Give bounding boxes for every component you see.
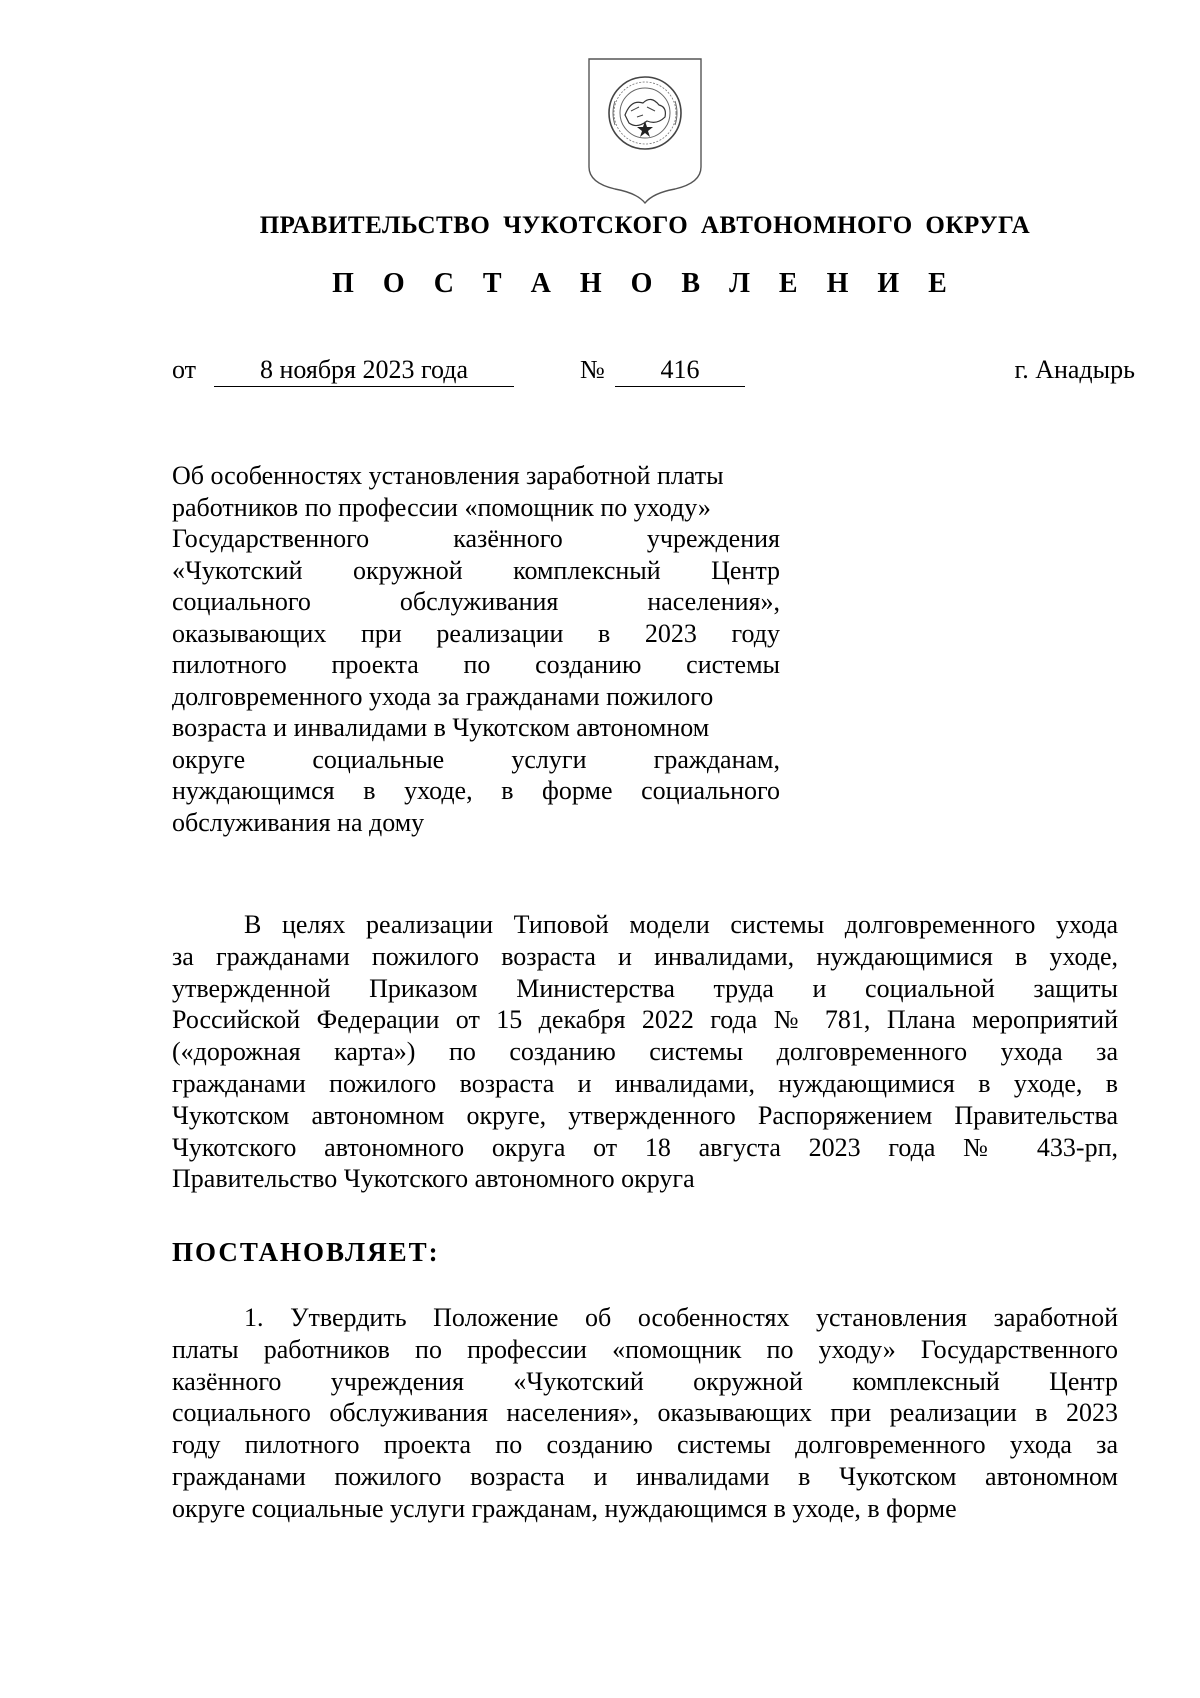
preamble-line: Правительство Чукотского автономного округа [172,1164,695,1194]
document-date: 8 ноября 2023 года [214,354,514,387]
paragraph-1 [172,1302,1118,1525]
preamble-paragraph [172,909,1118,1195]
subject-line: нуждающимся в уходе, в форме социального [172,776,780,805]
preamble-line: Чукотского автономного округа от 18 августа 2023 года № 433-рп, [172,1132,1118,1162]
organization-title: ПРАВИТЕЛЬСТВО ЧУКОТСКОГО АВТОНОМНОГО ОКРУГА [259,212,1031,239]
paragraph-line: казённого учреждения «Чукотский окружной комплексный Центр [172,1366,1118,1396]
paragraph-line: гражданами пожилого возраста и инвалидами в Чукотском автономном [172,1461,1118,1491]
subject-line: возраста и инвалидами в Чукотском автономном [172,713,710,742]
preamble-line: утвержденной Приказом Министерства труда и социальной защиты [172,973,1118,1003]
preamble-line: Чукотском автономном округе, утвержденного Распоряжением Правительства [172,1100,1118,1130]
number-sign: № [580,355,605,384]
date-label: от [172,355,197,384]
subject-line: оказывающих при реализации в 2023 году [172,618,780,648]
document-number: 416 [615,354,745,387]
document-type-title: П О С Т А Н О В Л Е Н И Е [332,268,958,299]
resolves-heading: ПОСТАНОВЛЯЕТ: [172,1237,440,1267]
subject-line: обслуживания на дому [172,807,425,837]
paragraph-line: социального обслуживания населения», оказывающих при реализации в 2023 [172,1398,1118,1428]
document-place: г. Анадырь [1014,355,1135,384]
paragraph-line: округе социальные услуги гражданам, нуждающимся в уходе, в форме [172,1493,957,1523]
subject-line: пилотного проекта по созданию системы [172,650,780,679]
subject-line: округе социальные услуги гражданам, [172,744,780,774]
paragraph-line: году пилотного проекта по созданию системы долговременного ухода за [172,1430,1118,1460]
preamble-line: Российской Федерации от 15 декабря 2022 года № 781, Плана мероприятий [172,1005,1118,1035]
subject-line: долговременного ухода за гражданами пожилого [172,681,714,711]
document-subject [172,460,780,838]
paragraph-line: 1. Утвердить Положение об особенностях установления заработной [244,1303,1118,1332]
subject-line: Государственного казённого учреждения [172,524,780,553]
preamble-line: гражданами пожилого возраста и инвалидами, нуждающимися в уходе, в [172,1068,1118,1098]
preamble-line: В целях реализации Типовой модели системы долговременного ухода [244,910,1118,939]
paragraph-line: платы работников по профессии «помощник по уходу» Государственного [172,1334,1118,1364]
preamble-line: («дорожная карта») по созданию системы долговременного ухода за [172,1037,1118,1067]
subject-line: работников по профессии «помощник по уходу» [172,492,711,522]
subject-line: «Чукотский окружной комплексный Центр [172,555,780,585]
preamble-line: за гражданами пожилого возраста и инвалидами, нуждающимися в уходе, [172,941,1118,971]
subject-line: Об особенностях установления заработной платы [172,461,724,490]
subject-line: социального обслуживания населения», [172,587,780,616]
coat-of-arms-emblem [585,55,705,205]
